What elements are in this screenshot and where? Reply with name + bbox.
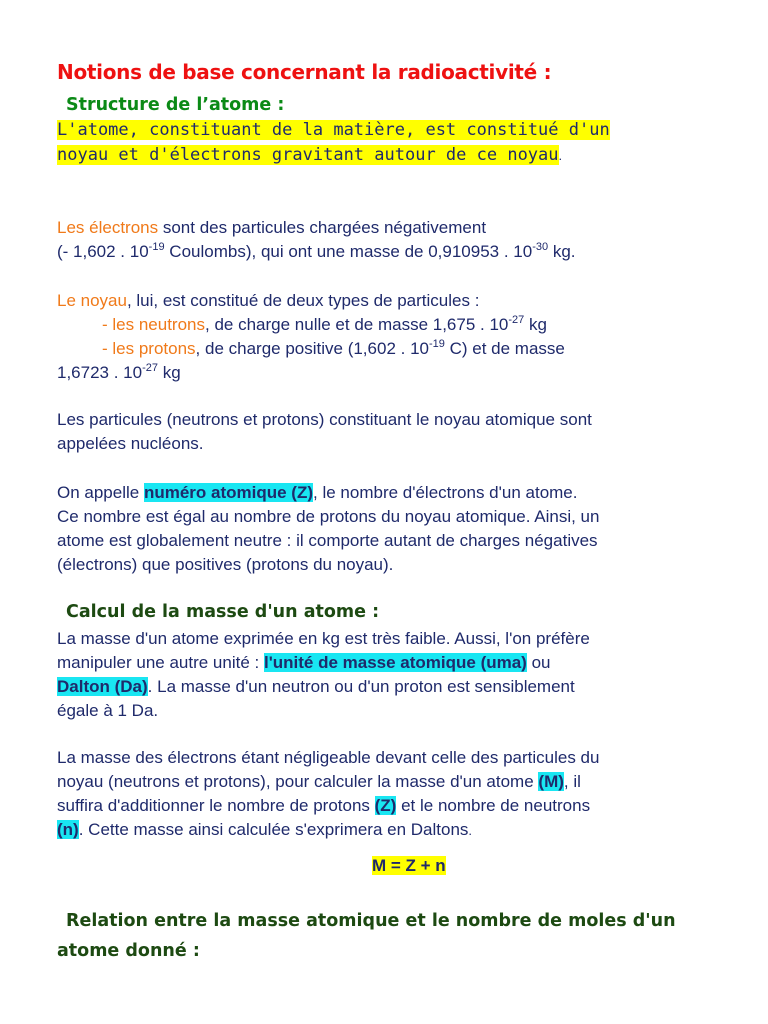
relation-heading-line-1: Relation entre la masse atomique et le nombre de moles d'un xyxy=(66,911,676,931)
protons-mass-exponent: -27 xyxy=(142,362,158,374)
uma-highlight: l'unité de masse atomique (uma) xyxy=(263,653,527,672)
neutrons-desc: , de charge nulle et de masse 1,675 . 10 xyxy=(205,315,509,334)
neutrons-exponent: -27 xyxy=(508,314,525,326)
masse-line3-start: suffira d'additionner le nombre de protons xyxy=(57,796,375,815)
numero-line-3: atome est globalement neutre : il comporte autant de charges négatives xyxy=(57,531,598,550)
nucleons-line-1: Les particules (neutrons et protons) constituant le noyau atomique sont xyxy=(57,410,592,429)
neutrons-unit: kg xyxy=(524,315,547,334)
masse-line2-start: noyau (neutrons et protons), pour calculer la masse d'un atome xyxy=(57,772,539,791)
electrons-line1: sont des particules chargées négativement xyxy=(158,218,487,237)
noyau-line1: , lui, est constitué de deux types de particules : xyxy=(126,291,480,310)
n-highlight: (n) xyxy=(57,820,79,839)
masse-line2-end: , il xyxy=(563,772,581,791)
formula xyxy=(372,856,446,876)
dalton-highlight: Dalton (Da) xyxy=(57,677,148,696)
intro-end: . xyxy=(558,147,563,163)
protons-term: - les protons xyxy=(102,339,196,358)
uma-line2-end: ou xyxy=(526,653,551,672)
electrons-charge: (- 1,602 . 10 xyxy=(57,242,149,261)
masse-line4-period: . xyxy=(468,823,473,838)
formula-text: M = Z + n xyxy=(372,856,446,875)
masse-paragraph xyxy=(57,746,747,843)
nucleons-line-2: appelées nucléons. xyxy=(57,434,204,453)
section-heading-masse: Calcul de la masse d'un atome : xyxy=(66,602,380,622)
protons-exponent: -19 xyxy=(428,338,445,350)
numero-atomique-highlight: numéro atomique (Z) xyxy=(143,483,314,502)
page-title: Notions de base concernant la radioactivité : xyxy=(57,60,552,84)
electrons-paragraph xyxy=(57,216,747,264)
uma-line-1: La masse d'un atome exprimée en kg est très faible. Aussi, l'on préfère xyxy=(57,629,590,648)
masse-line4-end: . Cette masse ainsi calculée s'exprimera en Daltons xyxy=(78,820,469,839)
intro-line-2: noyau et d'électrons gravitant autour de ce noyau xyxy=(57,144,559,165)
electrons-mass: Coulombs), qui ont une masse de 0,910953 . 10 xyxy=(164,242,533,261)
protons-desc-end: C) et de masse xyxy=(444,339,565,358)
electrons-term: Les électrons xyxy=(57,218,159,237)
noyau-paragraph xyxy=(57,289,747,385)
numero-line1-start: On appelle xyxy=(57,483,144,502)
protons-desc: , de charge positive (1,602 . 10 xyxy=(195,339,429,358)
numero-paragraph xyxy=(57,481,747,577)
numero-line-4: (électrons) que positives (protons du noyau). xyxy=(57,555,394,574)
electrons-mass-unit: kg. xyxy=(548,242,576,261)
nucleons-paragraph xyxy=(57,408,747,456)
z-highlight: (Z) xyxy=(374,796,397,815)
uma-line-4: égale à 1 Da. xyxy=(57,701,159,720)
protons-mass-unit: kg xyxy=(157,363,181,382)
protons-mass: 1,6723 . 10 xyxy=(57,363,143,382)
relation-heading-line-2: atome donné : xyxy=(57,941,200,961)
uma-paragraph xyxy=(57,627,747,723)
intro-line-1: L'atome, constituant de la matière, est constitué d'un xyxy=(57,120,610,140)
m-highlight: (M) xyxy=(538,772,564,791)
electrons-charge-exponent: -19 xyxy=(148,241,165,253)
noyau-term: Le noyau xyxy=(57,291,127,310)
masse-line-1: La masse des électrons étant négligeable devant celle des particules du xyxy=(57,748,600,767)
uma-line2-start: manipuler une autre unité : xyxy=(57,653,264,672)
masse-line3-end: et le nombre de neutrons xyxy=(396,796,591,815)
numero-line1-end: , le nombre d'électrons d'un atome. xyxy=(313,483,578,502)
numero-line-2: Ce nombre est égal au nombre de protons du noyau atomique. Ainsi, un xyxy=(57,507,600,526)
neutrons-term: - les neutrons xyxy=(102,315,205,334)
intro-paragraph xyxy=(57,118,610,168)
electrons-mass-exponent: -30 xyxy=(532,241,549,253)
section-heading-relation xyxy=(57,906,676,966)
section-heading-structure: Structure de l’atome : xyxy=(66,95,285,115)
uma-line3-end: . La masse d'un neutron ou d'un proton est sensiblement xyxy=(147,677,575,696)
